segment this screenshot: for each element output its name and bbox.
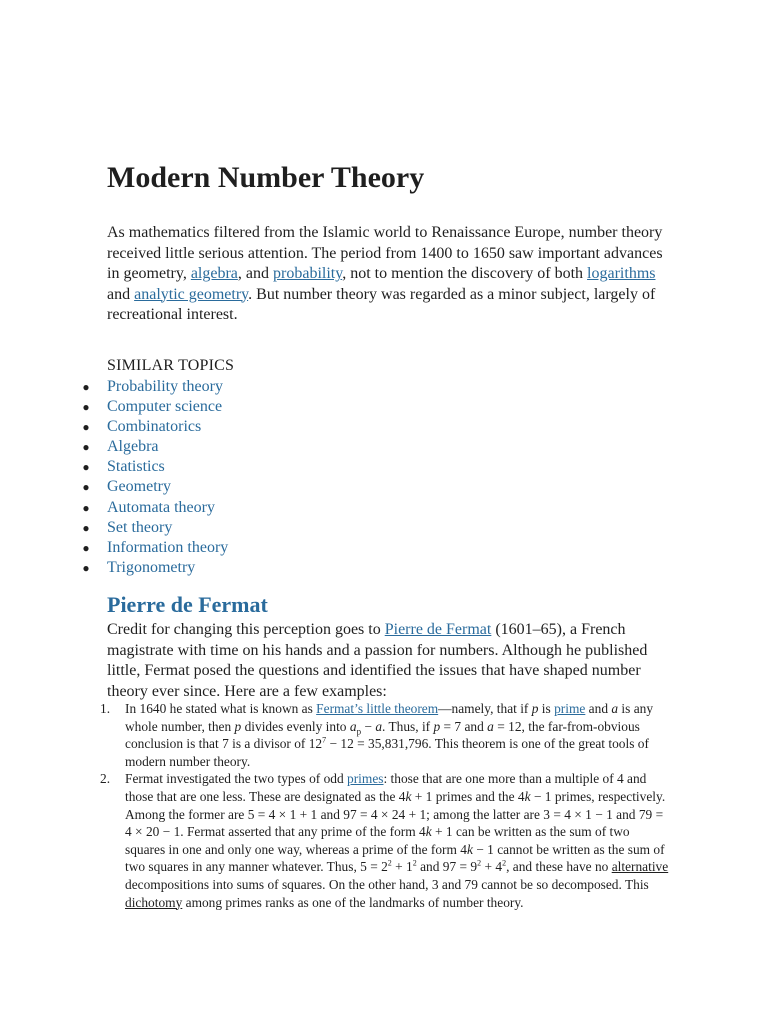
ex2-text: + 1 can be written as the sum of two squares in one and only one way, whereas a prime of the form 4 (125, 824, 630, 857)
math-var: k (405, 788, 412, 804)
ex1-text: and (585, 701, 612, 716)
ex1-text: divides evenly into (241, 718, 350, 734)
fermat-paragraph (107, 620, 667, 702)
ex1-text: . Thus, if (382, 718, 434, 734)
bullet-icon: ● (82, 500, 90, 515)
ex2-text: + 1 (391, 859, 413, 875)
ex1-text: = 12, the far-from-obvious conclusion is that 7 is a divisor of 12 (125, 718, 640, 752)
ex1-text: − 12 = 35,831,796. This theorem is one of the great tools of modern number theory. (125, 736, 649, 769)
ex2-text: decompositions into sums of squares. On the other hand, 3 and 79 cannot be so decomposed. This (125, 876, 649, 892)
underlined-term-alternative[interactable]: alternative (611, 859, 669, 875)
similar-topics-list (80, 377, 228, 578)
topic-link-probability-theory[interactable]: Probability theory (107, 378, 223, 395)
page-title: Modern Number Theory (107, 161, 425, 194)
fermat-text-1: Credit for changing this perception goes to (107, 621, 385, 638)
topic-link-set-theory[interactable]: Set theory (107, 518, 173, 536)
math-superscript: 2 (387, 858, 392, 868)
topic-item (80, 437, 228, 457)
ex1-text: In 1640 he stated what is known as (125, 701, 317, 716)
intro-paragraph (107, 223, 667, 326)
underlined-term-dichotomy[interactable]: dichotomy (125, 894, 183, 910)
bullet-icon: ● (82, 420, 90, 435)
bullet-icon: ● (82, 480, 90, 495)
math-var: a (487, 718, 494, 734)
ex2-text: , and these have no (506, 859, 612, 875)
similar-topics-heading: SIMILAR TOPICS (107, 357, 235, 374)
ex2-text: + 1 primes and the 4 (411, 788, 525, 804)
topic-item (80, 397, 228, 417)
list-number: 1. (100, 701, 111, 716)
topic-link-automata-theory[interactable]: Automata theory (107, 498, 215, 516)
ex2-text: + 4 (481, 859, 503, 875)
topic-link-combinatorics[interactable]: Combinatorics (107, 418, 202, 436)
bullet-icon: ● (82, 380, 90, 394)
topic-link-statistics[interactable]: Statistics (107, 458, 165, 476)
intro-text-1: As mathematics filtered from the Islamic world to Renaissance Europe, number theory received little serious attention. The period from 1400 to 1650 saw important advances in geometry, (107, 224, 663, 282)
math-var: a (611, 701, 619, 716)
link-analytic-geometry[interactable]: analytic geometry (134, 285, 249, 303)
list-number: 2. (100, 771, 111, 787)
math-var: a (375, 718, 383, 734)
ex1-text: —namely, that if (438, 701, 532, 716)
topic-item (80, 417, 228, 437)
link-primes[interactable]: primes (347, 771, 384, 787)
math-var: k (425, 824, 432, 840)
link-algebra[interactable]: algebra (190, 265, 238, 282)
ex2-text: among primes ranks as one of the landmarks of number theory. (182, 894, 524, 910)
math-var: p (531, 701, 539, 716)
topic-link-information-theory[interactable]: Information theory (107, 538, 229, 556)
math-var: a (349, 718, 357, 734)
bullet-icon: ● (82, 560, 90, 575)
topic-item (80, 558, 228, 578)
intro-text-2: , and (237, 265, 274, 282)
ex2-text: Fermat investigated the two types of odd (125, 771, 348, 787)
bullet-icon: ● (82, 400, 90, 415)
link-pierre-de-fermat[interactable]: Pierre de Fermat (384, 621, 492, 638)
intro-text-5: . But number theory was regarded as a minor subject, largely of recreational interest. (107, 285, 656, 323)
topic-item (80, 518, 228, 538)
ex1-text: is any whole number, then (125, 701, 654, 734)
math-superscript: 2 (477, 858, 482, 868)
examples-list (100, 700, 672, 911)
topic-item (80, 457, 228, 477)
ex1-text: − (361, 718, 376, 734)
math-var: p (433, 718, 441, 734)
topic-link-geometry[interactable]: Geometry (107, 478, 171, 496)
math-var: p (234, 718, 242, 734)
fermat-text-2: (1601–65), a French magistrate with time on his hands and a passion for numbers. Although he published little, Fermat posed the questions and identified the issues that have shaped number theory ever since. Here are a few examples: (107, 621, 648, 700)
example-item-1 (100, 700, 672, 770)
topic-link-computer-science[interactable]: Computer science (107, 398, 223, 416)
math-var: k (524, 788, 531, 804)
math-subscript: p (356, 726, 362, 737)
topic-link-trigonometry[interactable]: Trigonometry (107, 558, 196, 576)
topic-item (80, 477, 228, 497)
example-item-2 (100, 770, 672, 911)
topic-item (80, 538, 228, 558)
ex2-text: and 97 = 9 (416, 859, 478, 875)
ex2-text: : those that are one more than a multiple of 4 and those that are one less. These are designated as the 4 (125, 771, 647, 804)
math-var: k (466, 841, 473, 857)
topic-item (80, 377, 228, 397)
section-heading-fermat: Pierre de Fermat (107, 592, 268, 617)
link-logarithms[interactable]: logarithms (587, 265, 656, 282)
intro-text-3: , not to mention the discovery of both (342, 265, 588, 282)
intro-text-4: and (107, 285, 135, 303)
link-prime[interactable]: prime (554, 701, 586, 716)
math-superscript: 2 (502, 858, 507, 868)
ex2-text: − 1 cannot be written as the sum of two squares in any manner whatever. Thus, 5 = 2 (125, 841, 665, 875)
bullet-icon: ● (82, 460, 90, 475)
ex1-text: = 7 and (440, 718, 488, 734)
topic-link-algebra[interactable]: Algebra (107, 438, 159, 456)
ex2-text: − 1 primes, respectively. Among the former are 5 = 4 × 1 + 1 and 97 = 4 × 24 + 1; among the latter are 3 = 4 × 1 − 1 and 79 = 4 × 20 − 1. Fermat asserted that any prime of the form 4 (125, 788, 666, 840)
bullet-icon: ● (82, 440, 90, 455)
math-superscript: 2 (412, 858, 417, 868)
math-superscript: 7 (322, 735, 327, 745)
link-fermats-little-theorem[interactable]: Fermat’s little theorem (316, 701, 439, 716)
link-probability[interactable]: probability (273, 265, 343, 282)
topic-item (80, 498, 228, 518)
bullet-icon: ● (82, 540, 90, 555)
ex1-text: is (538, 701, 555, 716)
bullet-icon: ● (82, 520, 90, 535)
